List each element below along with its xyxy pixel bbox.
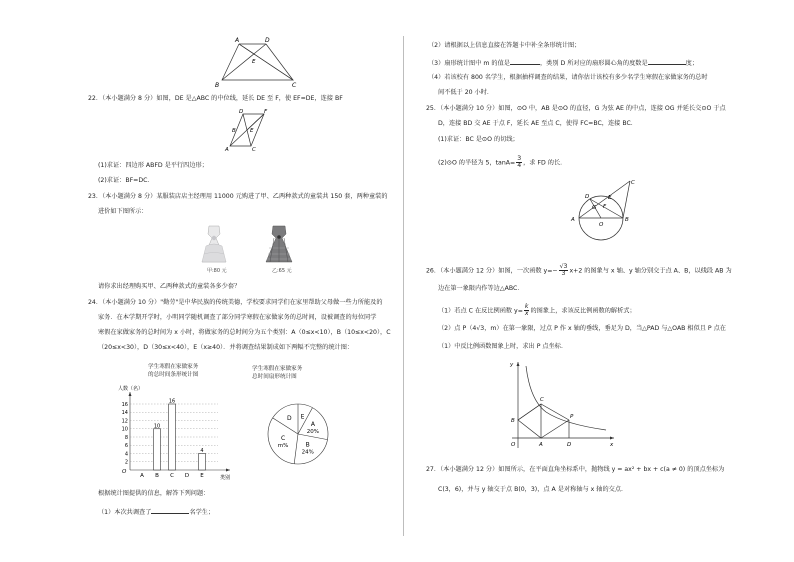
bar-ytick-label: 16 (121, 401, 128, 408)
q26-part1-text-a: （1）若点 C 在反比例函数 y= (438, 307, 523, 315)
q27-line2: C(3，6)，并与 y 轴交于点 B(0，3)，点 A 是对称轴与 x 轴的交点． (438, 486, 628, 493)
q25-circle-figure (568, 178, 638, 246)
bar-y-arrow (129, 392, 132, 396)
bar-x-label: 类别 (220, 475, 231, 481)
q26-line1-text-b: x+2 的图象与 x 轴、y 轴分别交于点 A、B，以线段 AB 为 (569, 267, 732, 275)
q22-label-e: E (250, 128, 254, 134)
fig-top-label-b: B (215, 82, 220, 89)
bar-ytick-label: 4 (124, 451, 128, 458)
q24-line2: 家务．在本学期开学时，小明同学随机调查了部分同学寒假在家做家务的总时间，设被调查的每位同学 (98, 314, 377, 321)
q26-segment-bc (518, 404, 541, 420)
right-column (418, 0, 758, 562)
q24-sub1 (98, 507, 214, 517)
pie-chart-title-1: 学生寒假在家做家务 (252, 366, 303, 372)
bar-category-label: E (200, 473, 204, 479)
pie-slice-label: D (287, 415, 292, 423)
q24-sub4-line1: （4）若该校有 800 名学生，根据抽样调查的结果，请你估计该校有多少名学生寒假在家做家务的总时 (428, 74, 708, 81)
q24-sub4-line2: 间不低于 20 小时． (438, 89, 494, 96)
q26-part1 (438, 304, 636, 317)
pie-slice-label: B (305, 441, 310, 449)
q25-label-c: C (631, 180, 635, 186)
q26-coordinate-figure (506, 360, 616, 450)
q26-label-y: y (510, 362, 514, 368)
q24-sub3-blank-degree[interactable] (648, 58, 686, 65)
q26-label-a: A (539, 442, 543, 448)
bar-category-label: C (170, 473, 174, 479)
q24-sub2: （2）请根据以上信息直接在答题卡中补全条形统计图； (428, 42, 581, 49)
q26-part2-line1 (438, 325, 726, 333)
bar-category-label: A (140, 473, 144, 479)
pie-slice-value: m% (277, 443, 289, 450)
fig-top-segment-ac (239, 44, 293, 80)
q25-fraction-den: 4 (517, 162, 522, 170)
q25-line1: 25．（本小题满分 10 分）如图，⊙O 中，AB 是⊙O 的直径，G 为弦 AE 的中点，连接 OG 并延长交⊙O 于点 (426, 105, 726, 112)
bar-chart (118, 388, 248, 484)
pie-slice-value: 20% (306, 428, 320, 435)
q26-label-c: C (540, 397, 544, 403)
bar-value-label: 4 (200, 448, 204, 454)
q26-part2-sqrt3: √3 (476, 325, 485, 332)
pie-slice-label: C (280, 435, 286, 443)
q26-line2: 边在第一象限内作等边△ABC． (438, 285, 524, 292)
q26-y-arrow (517, 362, 520, 366)
q25-line2: D，连接 BD 交 AE 于点 F，延长 AE 至点 C，使得 FC=BC，连接 BC． (438, 120, 637, 127)
q22-label-f: F (264, 109, 268, 115)
q27-line1: 27．（本小题满分 12 分）如图所示，在平面直角坐标系中，抛物线 y = ax² + bx + c(a ≠ 0) 的顶点坐标为 (426, 466, 725, 473)
left-column (78, 0, 391, 562)
q24-sub3 (428, 58, 698, 68)
bar-mark (199, 454, 206, 471)
q26-fraction-x: x (524, 310, 529, 318)
q24-after-text: 根据统计图提供的信息，解答下列问题： (98, 490, 210, 497)
q25-label-e: E (608, 195, 612, 201)
q26-line1-text-a: 26．（本小题满分 12 分）如图，一次函数 y=− (426, 267, 558, 275)
fig-top-segment-dc (266, 44, 293, 80)
pie-slice-label: A (310, 420, 315, 428)
q23-line1: 23．（本小题满分 8 分）某服装店店主经理用 11000 元购进了甲、乙两种款式的童装共 150 套，两种童装的 (88, 193, 388, 200)
q26-label-d: D (567, 442, 572, 448)
q25-line-bc (623, 181, 630, 218)
q26-label-x: x (610, 442, 614, 448)
q24-line3: 寒假在家做家务的总时间为 x 小时，将做家务的总时间分为五个类别：A（0≤x<10），B（10≤x<20），C (98, 329, 391, 336)
fig-top-label-e: E (252, 59, 256, 65)
q24-line4: （20≤x<30），D（30≤x<40），E（x≥40）．并将调查结果制成如下两幅不完整的统计图： (98, 344, 354, 351)
pie-slice-label: E (300, 413, 305, 421)
bar-chart-title-2: 的总时间条形统计图 (148, 372, 199, 378)
q26-fraction-k: k (524, 303, 529, 310)
q22-parallelogram-figure (225, 108, 270, 152)
q22-part1: (1)求证：四边形 ABFD 是平行四边形； (98, 162, 208, 169)
q25-part2 (438, 156, 566, 169)
q25-fraction (516, 156, 522, 169)
bar-mark (154, 429, 161, 470)
q23-line2: 进价如下图所示： (98, 208, 148, 215)
q24-sub3-text-c: 度； (685, 60, 699, 67)
fig-top-segment-bd (222, 44, 266, 80)
q22-part2: (2)求证：BF=DC． (98, 177, 154, 184)
q26-fraction-k-over-x (524, 304, 530, 317)
bar-value-label: 10 (153, 423, 161, 430)
bar-value-label: 16 (168, 398, 176, 405)
q26-x-arrow (610, 437, 614, 440)
q24-sub3-blank-m[interactable] (510, 58, 540, 65)
q26-part2-text-a: （2）点 P（4 (438, 325, 477, 332)
q24-sub1-text-b: 名学生； (189, 509, 215, 516)
column-divider (403, 36, 404, 536)
dress-b-image (265, 224, 293, 266)
pie-chart (264, 396, 344, 476)
bar-y-label: 人数（名） (118, 386, 144, 392)
q26-part2-line2: （1）中反比例函数图象上时，求出 P 点坐标． (438, 343, 568, 350)
fig-top-label-d: D (265, 37, 270, 44)
bar-ytick-label: 2 (124, 459, 128, 466)
q25-label-f: F (603, 204, 607, 210)
bar-category-label: B (155, 473, 159, 479)
q26-part2-text-c: ，m）在第一象限，过点 P 作 x 轴的垂线，垂足为 D，当△PAD 与△OAB 相似且 P 点在 (484, 325, 726, 332)
dress-a-image (200, 224, 228, 266)
fig-top-label-c: C (292, 82, 297, 89)
q24-line1: 24．（本小题满分 10 分）"勤劳"是中华民族的传统美德，学校要求同学们在家里帮助父母做一些力所能及的 (88, 299, 383, 306)
q22-label-c: C (252, 147, 256, 153)
q22-label-d: D (239, 109, 244, 115)
q25-label-o: O (599, 222, 604, 228)
bar-mark (169, 404, 176, 470)
q24-sub1-text-a: （1）本次共调查了 (98, 509, 152, 516)
q26-fraction-sqrt3-over-3 (559, 264, 569, 277)
bar-ytick-label: 6 (124, 443, 128, 450)
q24-sub3-text-a: （3）扇形统计图中 m 的值是 (428, 60, 510, 67)
q26-label-p: P (570, 414, 574, 420)
q23-ask: 请你求出经理购买甲、乙两种款式的童装各多少套？ (98, 283, 241, 290)
q26-segment-ap (541, 420, 569, 438)
bar-chart-title-1: 学生寒假在家做家务 (148, 364, 199, 370)
q26-hyperbola (526, 366, 606, 430)
q25-label-d: D (585, 194, 590, 200)
q26-label-o: O (511, 442, 516, 448)
q25-label-a: A (571, 217, 575, 223)
q26-fraction-num: √3 (559, 263, 568, 270)
q25-label-b: B (625, 217, 629, 223)
q26-segment-cp (541, 404, 569, 420)
q24-sub1-answer-blank[interactable] (151, 507, 189, 514)
q24-sub3-text-b: ，类别 D 所对应的扇形圆心角的度数是 (539, 60, 648, 67)
pie-chart-title-2: 总时间扇形统计图 (252, 374, 297, 380)
triangle-figure-top (215, 37, 305, 90)
q25-part1: (1)求证：BC 是⊙O 的切线； (438, 136, 519, 143)
fig-top-outline (222, 44, 293, 80)
q22-heading: 22．（本小题满分 8 分）如图，DE 是△ABC 的中位线，延长 DE 至 F，使 EF=DE，连接 BF (88, 95, 343, 102)
q22-label-a: A (225, 147, 229, 153)
q26-label-b: B (511, 418, 515, 424)
q25-part2-text-b: ，求 FD 的长． (523, 159, 567, 167)
bar-ytick-label: 10 (121, 426, 128, 433)
q26-fraction-den: 3 (561, 270, 566, 278)
q26-triangle-abc (518, 404, 541, 438)
q26-line1 (426, 264, 732, 277)
bar-ytick-label: 8 (124, 434, 128, 441)
bar-ytick-label: 14 (121, 410, 128, 417)
q26-part1-text-b: 的图象上，求该反比例函数的解析式； (530, 307, 636, 315)
bar-x-arrow (226, 469, 230, 472)
dress-a-caption: 甲:80 元 (207, 268, 227, 274)
q22-label-b: B (232, 128, 236, 134)
q25-fraction-num: 3 (517, 155, 522, 162)
bar-category-label: D (184, 473, 190, 479)
dress-b-caption: 乙:65 元 (272, 268, 292, 274)
bar-ytick-label: 12 (121, 418, 128, 425)
q25-label-g: G (592, 205, 597, 211)
bar-origin-label: O (122, 469, 127, 475)
q25-part2-text-a: (2)⊙O 的半径为 5，tanA= (438, 159, 516, 167)
fig-top-label-a: A (235, 37, 240, 44)
pie-slice-value: 24% (301, 449, 314, 456)
